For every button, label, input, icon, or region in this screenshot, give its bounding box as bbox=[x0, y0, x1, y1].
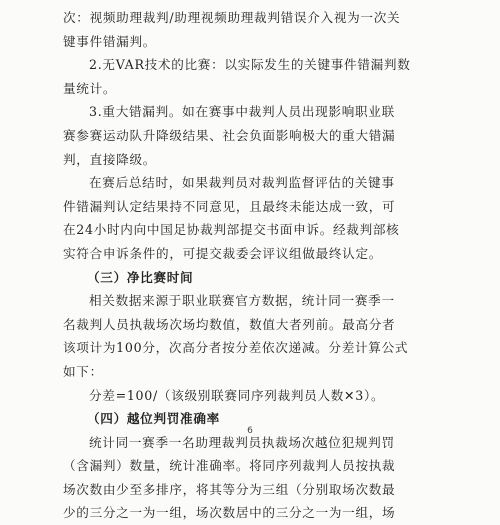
text-line: 在24小时内向中国足协裁判部提交书面申诉。经裁判部核 bbox=[63, 222, 400, 238]
text-line: 3.重大错漏判。如在赛事中裁判人员出现影响职业联 bbox=[89, 104, 395, 120]
text-line: 相关数据来源于职业联赛官方数据，统计同一赛季一 bbox=[89, 293, 395, 309]
page-number: 6 bbox=[247, 426, 253, 436]
text-line: 统计同一赛季一名助理裁判员执裁场次越位犯规判罚 bbox=[89, 434, 395, 450]
text-line: 件错漏判认定结果持不同意见，且最终未能达成一致，可 bbox=[63, 198, 396, 214]
text-line: 判，直接降级。 bbox=[63, 151, 157, 167]
text-line: 少的三分之一为一组，场次数居中的三分之一为一组，场 bbox=[63, 505, 396, 521]
text-line: 在赛后总结时，如果裁判员对裁判监督评估的关键事 bbox=[89, 175, 395, 191]
text-line: 量统计。 bbox=[63, 80, 117, 96]
text-line: 该项计为100分，次高分者按分差依次递减。分差计算公式 bbox=[63, 340, 409, 356]
text-line: 实符合申诉条件的，可提交裁委会评议组做最终认定。 bbox=[63, 245, 383, 261]
text-line: 场次数由少至多排序，将其等分为三组（分别取场次数最 bbox=[63, 481, 396, 497]
section-heading-net-playing-time: （三）净比赛时间 bbox=[87, 269, 194, 285]
formula-line: 分差=100/（该级别联赛同序列裁判员人数✕3）。 bbox=[89, 387, 385, 403]
text-line: 赛参赛运动队升降级结果、社会负面影响极大的重大错漏 bbox=[63, 127, 396, 143]
text-line: 键事件错漏判。 bbox=[63, 33, 157, 49]
text-line: 次：视频助理裁判/助理视频助理裁判错误介入视为一次关 bbox=[63, 10, 401, 25]
text-line: 如下： bbox=[63, 363, 103, 379]
section-heading-offside-accuracy: （四）越位判罚准确率 bbox=[87, 411, 220, 427]
text-line: 2.无VAR技术的比赛：以实际发生的关键事件错漏判数 bbox=[89, 57, 411, 73]
text-line: （含漏判）数量，统计准确率。将同序列裁判人员按执裁 bbox=[63, 458, 396, 474]
text-line: 名裁判人员执裁场次场均数值，数值大者列前。最高分者 bbox=[63, 316, 396, 332]
